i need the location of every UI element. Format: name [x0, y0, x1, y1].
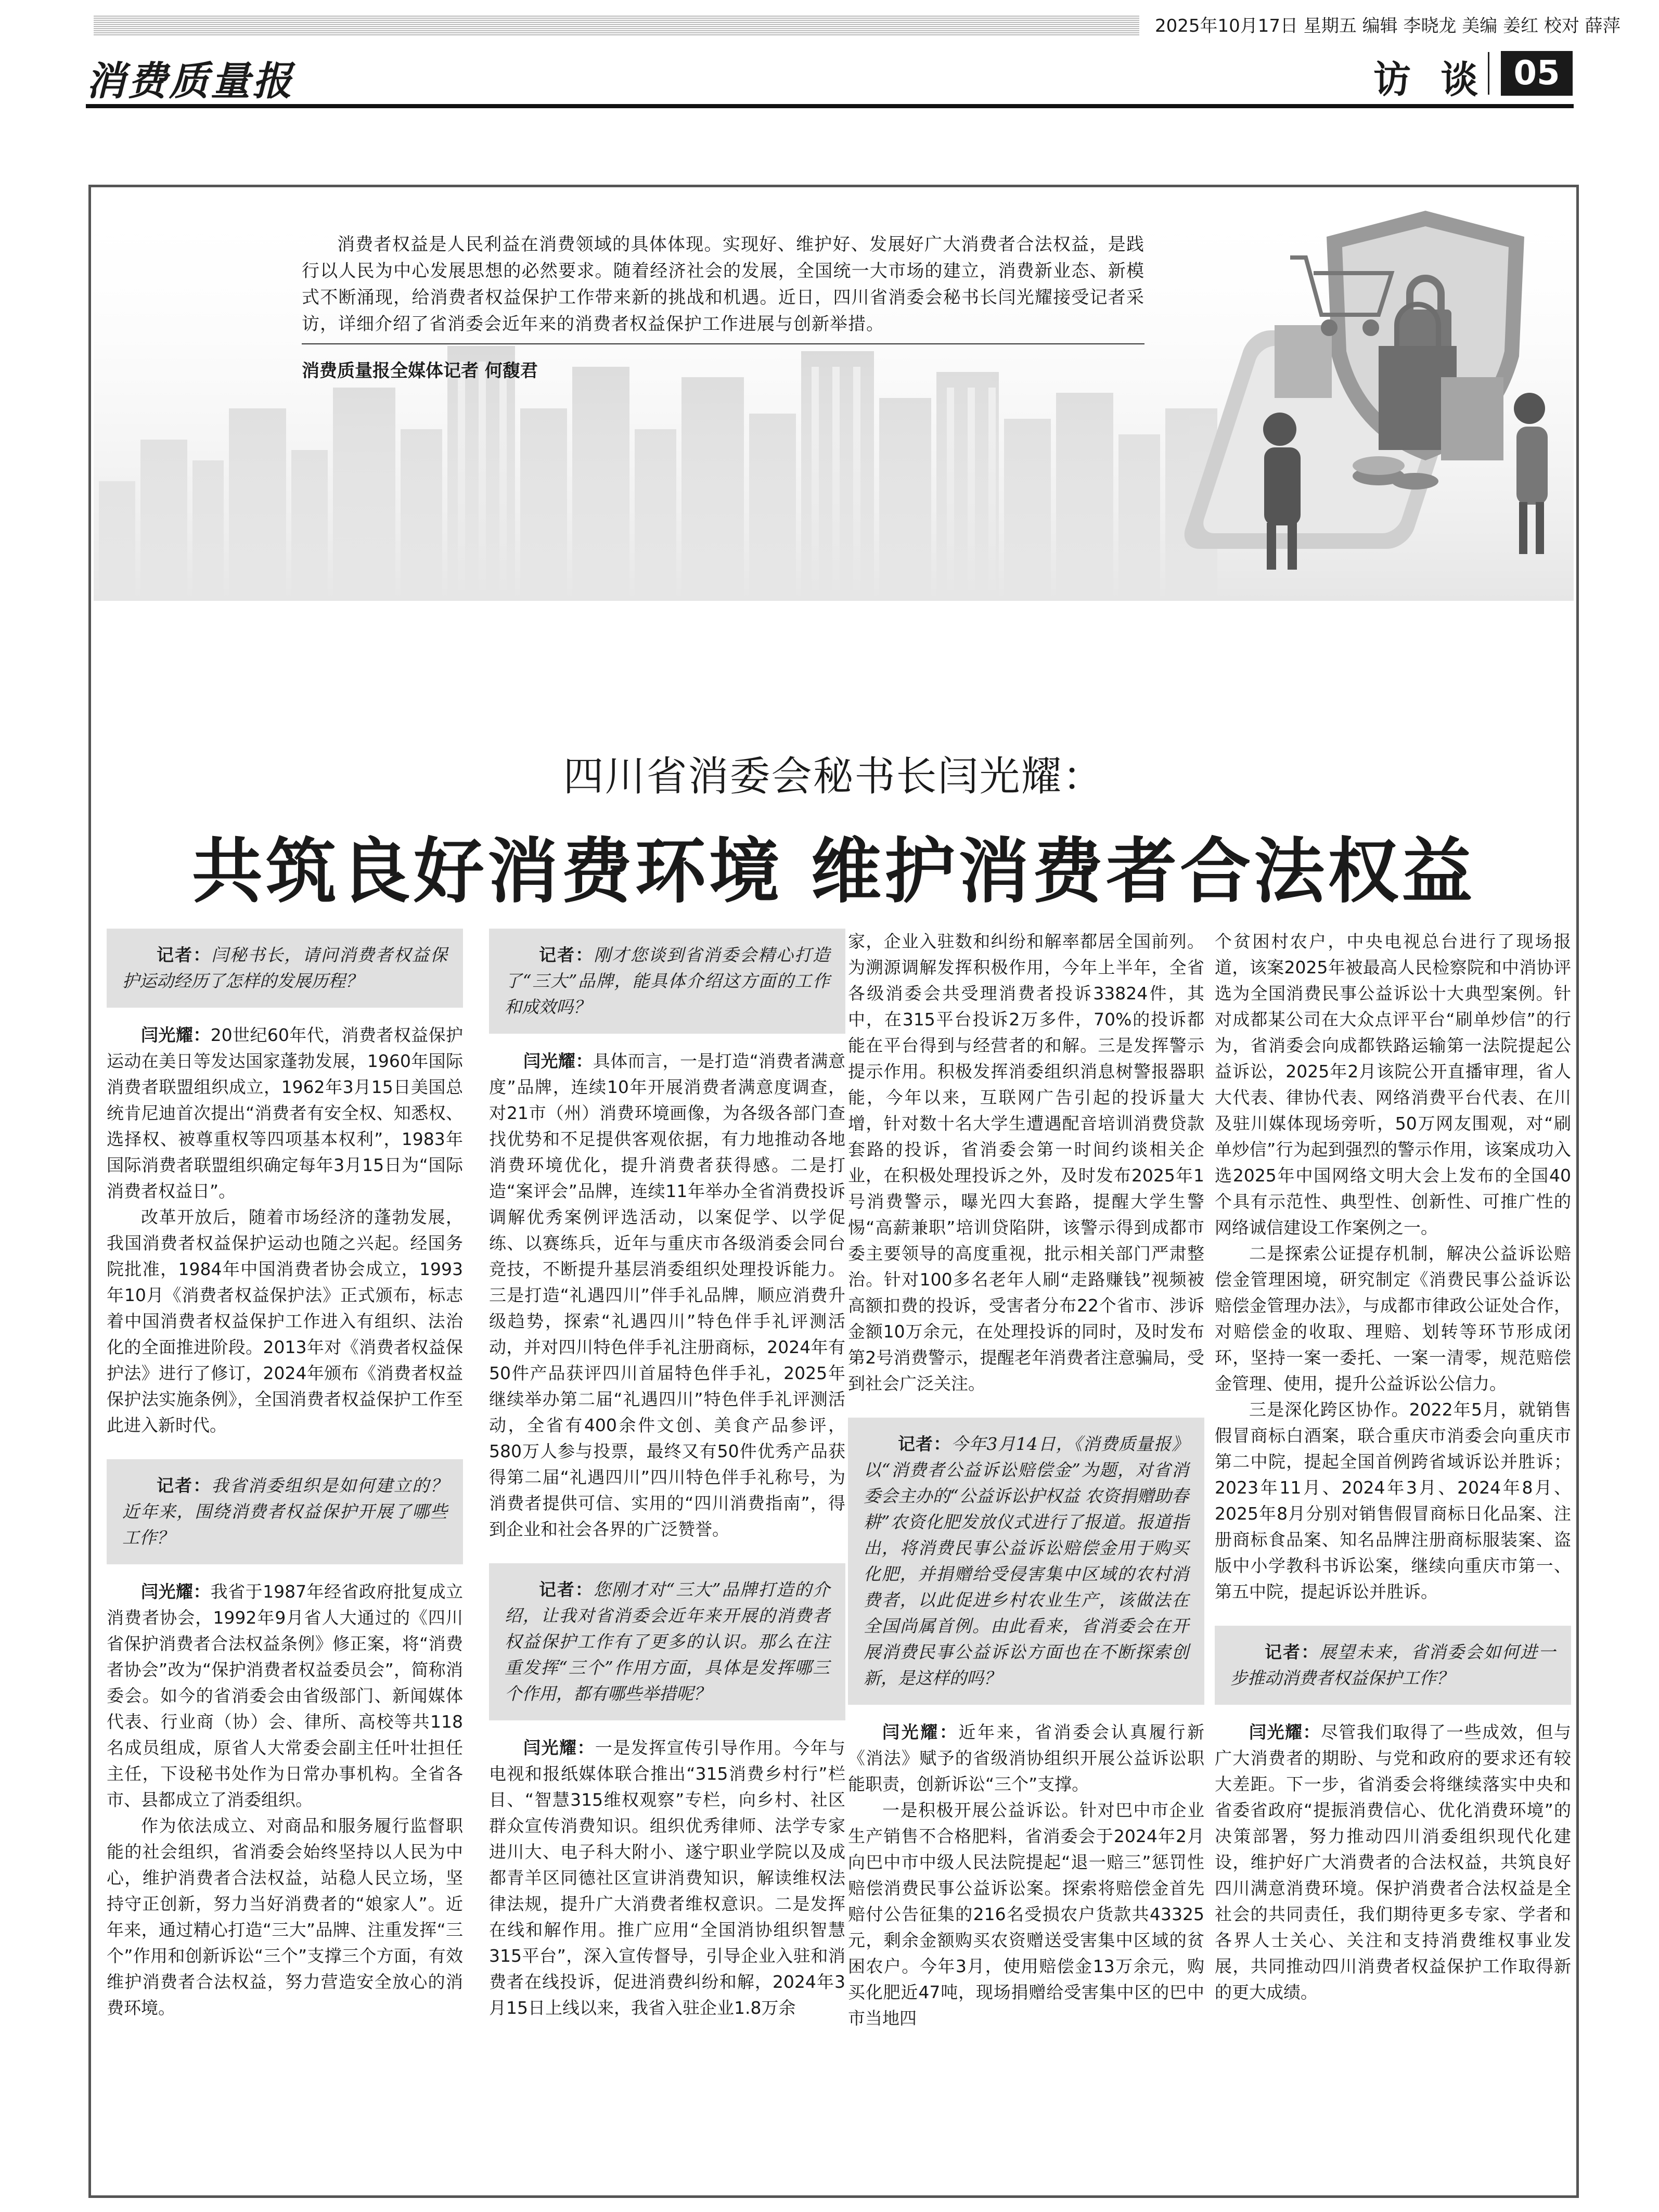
- question-block: [1215, 1626, 1571, 1705]
- header-rule: [86, 104, 1574, 108]
- answer-text: 具体而言，一是打造“消费者满意度”品牌，连续10年开展消费者满意度调查，对21市（州）消费环境画像，为各级各部门查找优势和不足提供客观依据，有力地推动各地消费环境优化，提升消费者获得感。二是打造“案评会”品牌，连续11年举办全省消费投诉调解优秀案例评选活动，以案促学、以学促练、以赛练兵，近年与重庆市各级消委会同台竞技，不断提升基层消委组织处理投诉能力。三是打造“礼遇四川”伴手礼品牌，顺应消费升级趋势，探索“礼遇四川”特色伴手礼评测活动，并对四川特色伴手礼注册商标，2024年有50件产品获评四川首届特色伴手礼，2025年继续举办第二届“礼遇四川”特色伴手礼评测活动，全省有400余件文创、美食产品参评，580万人参与投票，最终又有50件优秀产品获得第二届“礼遇四川”四川特色伴手礼称号，为消费者提供可信、实用的“四川消费指南”，得到企业和社会各界的广泛赞誉。: [489, 1051, 845, 1539]
- answer-label: 闫光耀：: [523, 1051, 593, 1071]
- question-label: 记者：: [157, 945, 212, 965]
- answer-paragraph: 作为依法成立、对商品和服务履行监督职能的社会组织，省消委会始终坚持以人民为中心，维护消费者合法权益，站稳人民立场，坚持守正创新，努力当好消费者的“娘家人”。近年来，通过精心打造“三大”品牌、注重发挥“三个”作用和创新诉讼“三个”支撑三个方面，有效维护消费者合法权益，努力营造安全放心的消费环境。: [107, 1816, 463, 2018]
- answer-label: 闫光耀：: [523, 1738, 595, 1758]
- question-text: 闫秘书长，请问消费者权益保护运动经历了怎样的发展历程？: [122, 945, 448, 991]
- question-text: 您刚才对“三大”品牌打造的介绍，让我对省消委会近年来开展的消费者权益保护工作有了更多的认识。那么在注重发挥“三个”作用方面，具体是发挥哪三个作用，都有哪些举措呢？: [505, 1579, 830, 1704]
- question-label: 记者：: [157, 1475, 212, 1496]
- answer-paragraph: 家，企业入驻数和纠纷和解率都居全国前列。为溯源调解发挥积极作用，今年上半年，全省各级消委会共受理消费者投诉33824件，其中，在315平台投诉2万多件，70%的投诉都能在平台得到与经营者的和解。三是发挥警示提示作用。积极发挥消委组织消息树警报器职能，今年以来，互联网广告引起的投诉量大增，针对数十名大学生遭遇配音培训消费贷款套路的投诉，省消委会第一时间约谈相关企业，在积极处理投诉之外，及时发布2025年1号消费警示，曝光四大套路，提醒大学生警惕“高薪兼职”培训贷陷阱，该警示得到成都市委主要领导的高度重视，批示相关部门严肃整治。针对100多名老年人刷“走路赚钱”视频被高额扣费的投诉，受害者分布22个省市、涉诉金额10万余元，在处理投诉的同时，及时发布第2号消费警示，提醒老年消费者注意骗局，受到社会广泛关注。: [848, 931, 1204, 1394]
- answer-text: 一是发挥宣传引导作用。今年与电视和报纸媒体联合推出“315消费乡村行”栏目、“智慧315维权观察”专栏，向乡村、社区群众宣传消费知识。组织优秀律师、法学专家进川大、电子科大附小、遂宁职业学院以及成都青羊区同德社区宣讲消费知识，解读维权法律法规，提升广大消费者维权意识。二是发挥在线和解作用。推广应用“全国消协组织智慧315平台”，深入宣传督导，引导企业入驻和消费者在线投诉，促进消费纠纷和解，2024年3月15日上线以来，我省入驻企业1.8万余: [489, 1738, 846, 2018]
- answer-paragraph: 一是积极开展公益诉讼。针对巴中市企业生产销售不合格肥料，省消委会于2024年2月向巴中市中级人民法院提起“退一赔三”惩罚性赔偿消费民事公益诉讼案。探索将赔偿金首先赔付公告征集的216名受损农户货款共43325元，剩余金额购买农资赠送受害集中区域的贫困农户。今年3月，使用赔偿金13万余元，购买化肥近47吨，现场捐赠给受害集中区的巴中市当地四: [848, 1800, 1204, 2028]
- page-number: 05: [1501, 51, 1573, 96]
- question-label: 记者：: [539, 945, 594, 965]
- answer-text: 近年来，省消委会认真履行新《消法》赋予的省级消协组织开展公益诉讼职能职责，创新诉讼“三个”支撑。: [848, 1722, 1204, 1794]
- question-block: [107, 1459, 463, 1564]
- answer-paragraph: 二是探索公证提存机制，解决公益诉讼赔偿金管理困境，研究制定《消费民事公益诉讼赔偿金管理办法》，与成都市律政公证处合作，对赔偿金的收取、理赔、划转等环节形成闭环，坚持一案一委托、一案一清零，规范赔偿金管理、使用，提升公益诉讼公信力。: [1215, 1243, 1571, 1394]
- intro-paragraph: 消费者权益是人民利益在消费领域的具体体现。实现好、维护好、发展好广大消费者合法权益，是践行以人民为中心发展思想的必然要求。随着经济社会的发展，全国统一大市场的建立，消费新业态、新模式不断涌现，给消费者权益保护工作带来新的挑战和机遇。近日，四川省消委会秘书长闫光耀接受记者采访，详细介绍了省消委会近年来的消费者权益保护工作进展与创新举措。: [302, 234, 1144, 335]
- answer-paragraph: 改革开放后，随着市场经济的蓬勃发展，我国消费者权益保护运动也随之兴起。经国务院批准，1984年中国消费者协会成立，1993年10月《消费者权益保护法》正式颁布，标志着中国消费者权益保护工作进入有组织、法治化的全面推进阶段。2013年对《消费者权益保护法》进行了修订，2024年颁布《消费者权益保护法实施条例》，全国消费者权益保护工作至此进入新时代。: [107, 1207, 463, 1435]
- question-label: 记者：: [539, 1579, 594, 1600]
- question-text: 我省消委组织是如何建立的？近年来，围绕消费者权益保护开展了哪些工作？: [122, 1475, 448, 1548]
- headline-title: 共筑良好消费环境 维护消费者合法权益: [191, 831, 1476, 913]
- question-label: 记者：: [1265, 1642, 1320, 1662]
- answer-paragraph: 个贫困村农户，中央电视总台进行了现场报道，该案2025年被最高人民检察院和中消协评选为全国消费民事公益诉讼十大典型案例。针对成都某公司在大众点评平台“刷单炒信”的行为，省消委会向成都铁路运输第一法院提起公益诉讼，2025年2月该院公开直播审理，省人大代表、律协代表、网络消费平台代表、在川及驻川媒体现场旁听，50万网友围观，对“刷单炒信”行为起到强烈的警示作用，该案成功入选2025年中国网络文明大会上发布的全国40个具有示范性、典型性、创新性、可推广性的网络诚信建设工作案例之一。: [1215, 931, 1571, 1238]
- answer-text: 20世纪60年代，消费者权益保护运动在美日等发达国家蓬勃发展，1960年国际消费者联盟组织成立，1962年3月15日美国总统肯尼迪首次提出“消费者有安全权、知悉权、选择权、被尊重权等四项基本权利”，1983年国际消费者联盟组织确定每年3月15日为“国际消费者权益日”。: [107, 1025, 464, 1201]
- answer-label: 闫光耀：: [1249, 1722, 1321, 1742]
- question-text: 刚才您谈到省消委会精心打造了“三大”品牌，能具体介绍这方面的工作和成效吗？: [505, 945, 830, 1017]
- question-block: [489, 929, 845, 1034]
- column-4: [1215, 929, 1571, 2005]
- question-text: 展望未来，省消委会如何进一步推动消费者权益保护工作？: [1230, 1642, 1556, 1688]
- column-2: [489, 929, 845, 2021]
- answer-paragraph: [489, 1048, 845, 1542]
- intro-divider: [302, 343, 1144, 344]
- question-label: 记者：: [898, 1434, 951, 1454]
- answer-paragraph: [107, 1022, 463, 1204]
- question-block: [848, 1418, 1204, 1705]
- answer-label: 闫光耀：: [141, 1025, 211, 1045]
- section-name: 访 谈: [1373, 58, 1487, 101]
- byline: 消费质量报全媒体记者 何馥君: [302, 361, 538, 381]
- answer-text: 我省于1987年经省政府批复成立消费者协会，1992年9月省人大通过的《四川省保护消费者合法权益条例》修正案，将“消费者协会”改为“保护消费者权益委员会”，简称消委会。如今的省消委会由省级部门、新闻媒体代表、行业商（协）会、律所、高校等共118名成员组成，原省人大常委会副主任叶壮担任主任，下设秘书处作为日常办事机构。全省各市、县都成立了消委组织。: [107, 1581, 464, 1810]
- date-editor-line: 2025年10月17日 星期五 编辑 李晓龙 美编 姜红 校对 薛萍: [1155, 16, 1621, 36]
- answer-paragraph: [107, 1579, 463, 1813]
- header-rule-pattern: [94, 16, 1139, 35]
- answer-paragraph: [489, 1735, 845, 2021]
- column-3: [848, 929, 1204, 2031]
- header-separator: [1488, 52, 1489, 95]
- newspaper-brand: 消费质量报: [86, 58, 294, 104]
- headline-subtitle: 四川省消委会秘书长闫光耀：: [563, 753, 1104, 800]
- answer-paragraph: [848, 1719, 1204, 1797]
- answer-paragraph: [1215, 1719, 1571, 2005]
- answer-text: 尽管我们取得了一些成效，但与广大消费者的期盼、与党和政府的要求还有较大差距。下一步，省消委会将继续落实中央和省委省政府“提振消费信心、优化消费环境”的决策部署，努力推动四川消委组织现代化建设，维护好广大消费者的合法权益，共筑良好四川满意消费环境。保护消费者合法权益是全社会的共同责任，我们期待更多专家、学者和各界人士关心、关注和支持消费维权事业发展，共同推动四川消费者权益保护工作取得新的更大成绩。: [1215, 1722, 1572, 2002]
- answer-paragraph: 三是深化跨区协作。2022年5月，就销售假冒商标白酒案，联合重庆市消委会向重庆市第二中院，提起全国首例跨省域诉讼并胜诉；2023年11月、2024年3月、2024年8月、2025年8月分别对销售假冒商标日化品案、注册商标食品案、知名品牌注册商标服装案、盗版中小学教科书诉讼案，继续向重庆市第一、第五中院，提起诉讼并胜诉。: [1215, 1399, 1571, 1602]
- answer-label: 闫光耀：: [141, 1581, 211, 1602]
- column-1: [107, 929, 463, 2021]
- question-block: [489, 1563, 845, 1720]
- answer-label: 闫光耀：: [882, 1722, 959, 1742]
- question-block: [107, 929, 463, 1008]
- question-text: 今年3月14日，《消费质量报》以“消费者公益诉讼赔偿金”为题，对省消委会主办的“公益诉讼护权益 农资捐赠助春耕”农资化肥发放仪式进行了报道。报道指出，将消费民事公益诉讼赔偿金用于购买化肥，并捐赠给受侵害集中区域的农村消费者，以此促进乡村农业生产，该做法在全国尚属首例。由此看来，省消委会在开展消费民事公益诉讼方面也在不断探索创新，是这样的吗？: [864, 1434, 1189, 1688]
